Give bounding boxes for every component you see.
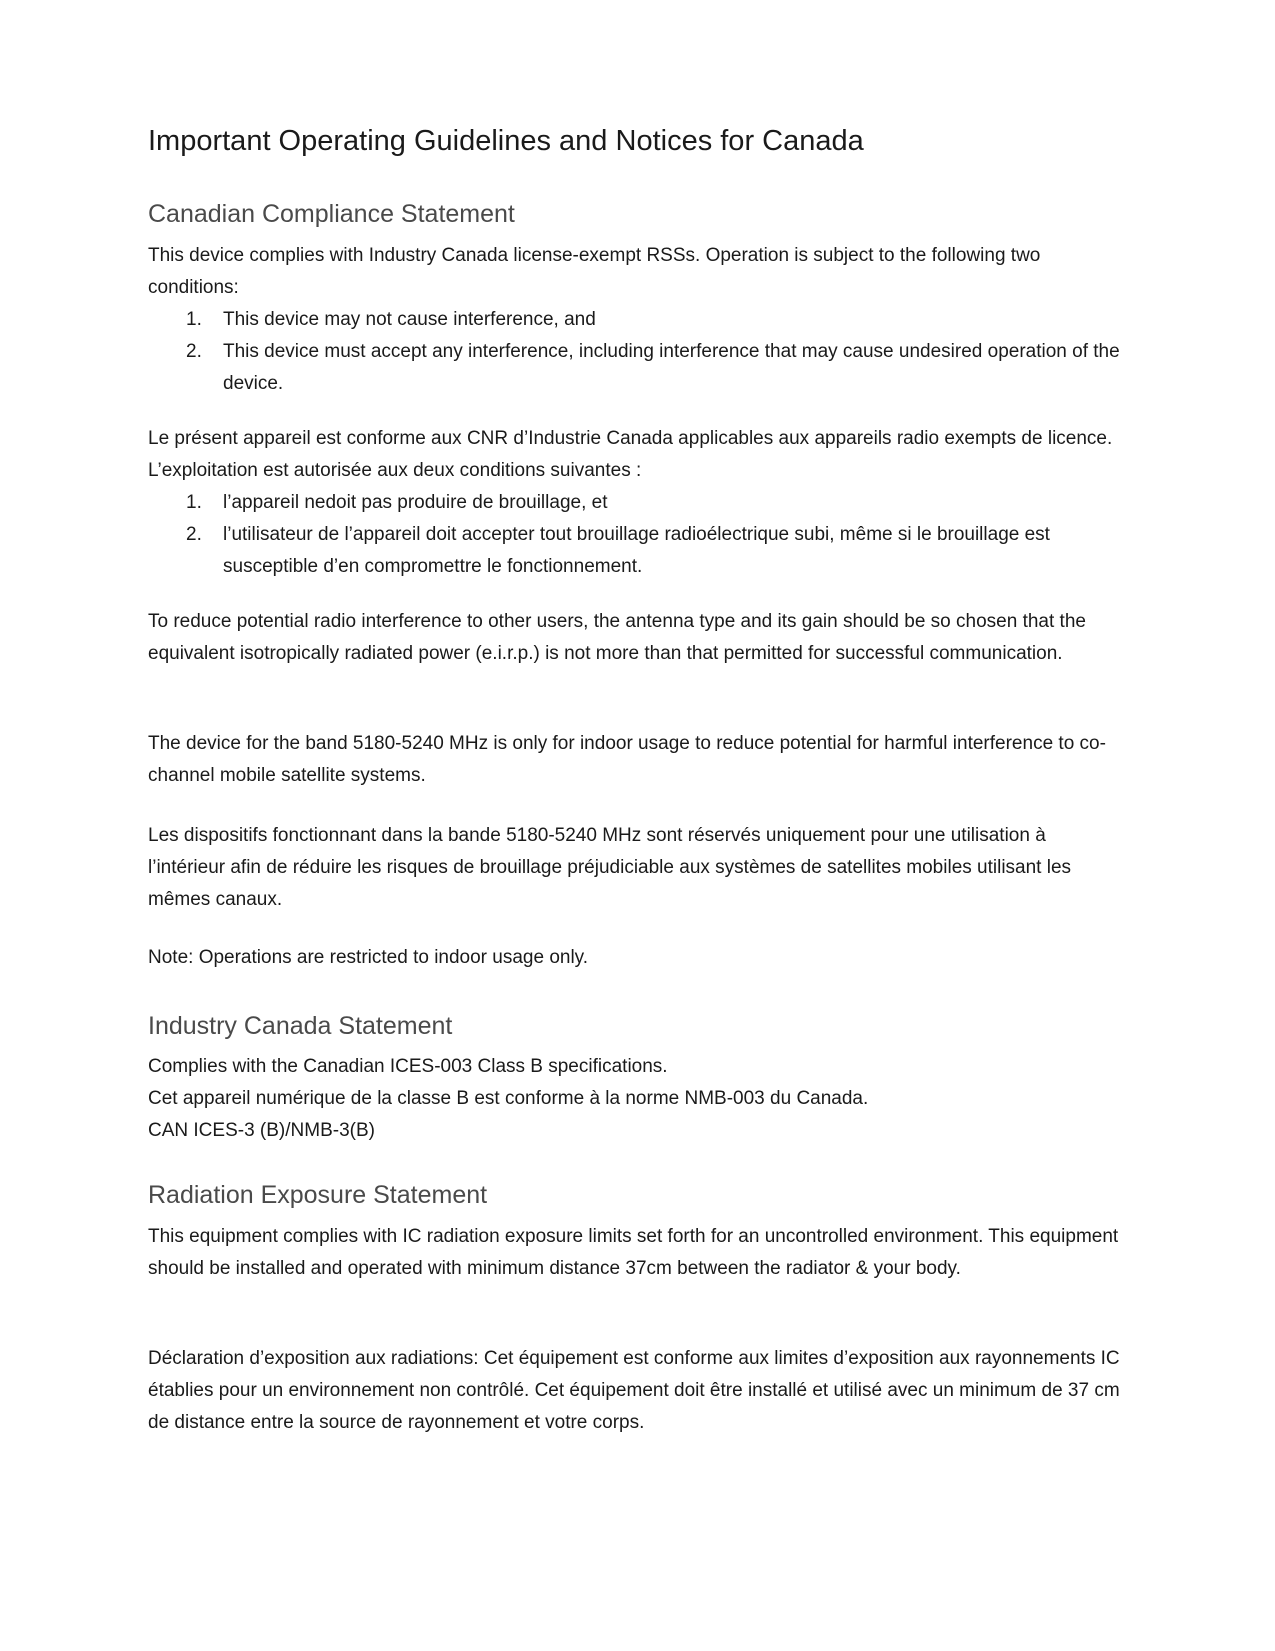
radiation-heading: Radiation Exposure Statement xyxy=(148,1181,488,1209)
condition-number: 2. xyxy=(186,341,202,362)
condition-text: l’utilisateur de l’appareil doit accepter tout brouillage radioélectrique subi, même si le brouillage est susceptible d’en compromettre le fonctionnement. xyxy=(223,524,1050,577)
radiation-french-paragraph: Déclaration d’exposition aux radiations: Cet équipement est conforme aux limites d’exposition aux rayonnements IC établies pour un environnement non contrôlé. Cet équipement doit être installé et utilisé avec un minimum de 37 cm de distance entre la source de rayonnement et votre corps. xyxy=(148,1348,1120,1433)
compliance-french-intro: Le présent appareil est conforme aux CNR d’Industrie Canada applicables aux appareils radio exempts de licence. L’exploitation est autorisée aux deux conditions suivantes : xyxy=(148,428,1113,481)
compliance-english-conditions xyxy=(148,304,1128,400)
band-french-block xyxy=(148,820,1128,916)
radiation-english-paragraph: This equipment complies with IC radiation exposure limits set forth for an uncontrolled environment. This equipment should be installed and operated with minimum distance 37cm between the radiator & your body. xyxy=(148,1226,1119,1279)
industry-line: Cet appareil numérique de la classe B est conforme à la norme NMB-003 du Canada. xyxy=(148,1088,869,1109)
note-block xyxy=(148,942,1128,974)
industry-block xyxy=(148,1051,1128,1147)
compliance-heading: Canadian Compliance Statement xyxy=(148,200,515,228)
industry-line: CAN ICES-3 (B)/NMB-3(B) xyxy=(148,1120,375,1141)
page-title: Important Operating Guidelines and Notices for Canada xyxy=(148,125,864,157)
radiation-french-block xyxy=(148,1343,1128,1439)
condition-text: l’appareil nedoit pas produire de brouillage, et xyxy=(223,492,608,513)
band-french-paragraph: Les dispositifs fonctionnant dans la bande 5180-5240 MHz sont réservés uniquement pour une utilisation à l’intérieur afin de réduire les risques de brouillage préjudiciable aux systèmes de satellites mobiles utilisant les mêmes canaux. xyxy=(148,825,1072,910)
compliance-english-intro: This device complies with Industry Canada license-exempt RSSs. Operation is subject to the following two conditions: xyxy=(148,245,1041,298)
condition-number: 1. xyxy=(186,309,202,330)
compliance-french-conditions xyxy=(148,487,1128,583)
condition-item xyxy=(148,336,1128,400)
band-english-paragraph: The device for the band 5180-5240 MHz is only for indoor usage to reduce potential for harmful interference to co-channel mobile satellite systems. xyxy=(148,733,1106,786)
industry-line: Complies with the Canadian ICES-003 Class B specifications. xyxy=(148,1056,668,1077)
compliance-english-block xyxy=(148,240,1128,400)
compliance-french-block xyxy=(148,423,1128,583)
antenna-paragraph: To reduce potential radio interference to other users, the antenna type and its gain should be so chosen that the equivalent isotropically radiated power (e.i.r.p.) is not more than that permitted for successful communication. xyxy=(148,611,1086,664)
condition-text: This device may not cause interference, and xyxy=(223,309,596,330)
indoor-note: Note: Operations are restricted to indoor usage only. xyxy=(148,947,589,968)
condition-item xyxy=(148,519,1128,583)
antenna-paragraph-block xyxy=(148,606,1128,670)
condition-item xyxy=(148,304,1128,336)
condition-number: 1. xyxy=(186,492,202,513)
condition-text: This device must accept any interference, including interference that may cause undesired operation of the device. xyxy=(223,341,1120,394)
condition-number: 2. xyxy=(186,524,202,545)
condition-item xyxy=(148,487,1128,519)
band-english-block xyxy=(148,728,1128,792)
industry-heading: Industry Canada Statement xyxy=(148,1012,453,1040)
radiation-english-block xyxy=(148,1221,1128,1285)
